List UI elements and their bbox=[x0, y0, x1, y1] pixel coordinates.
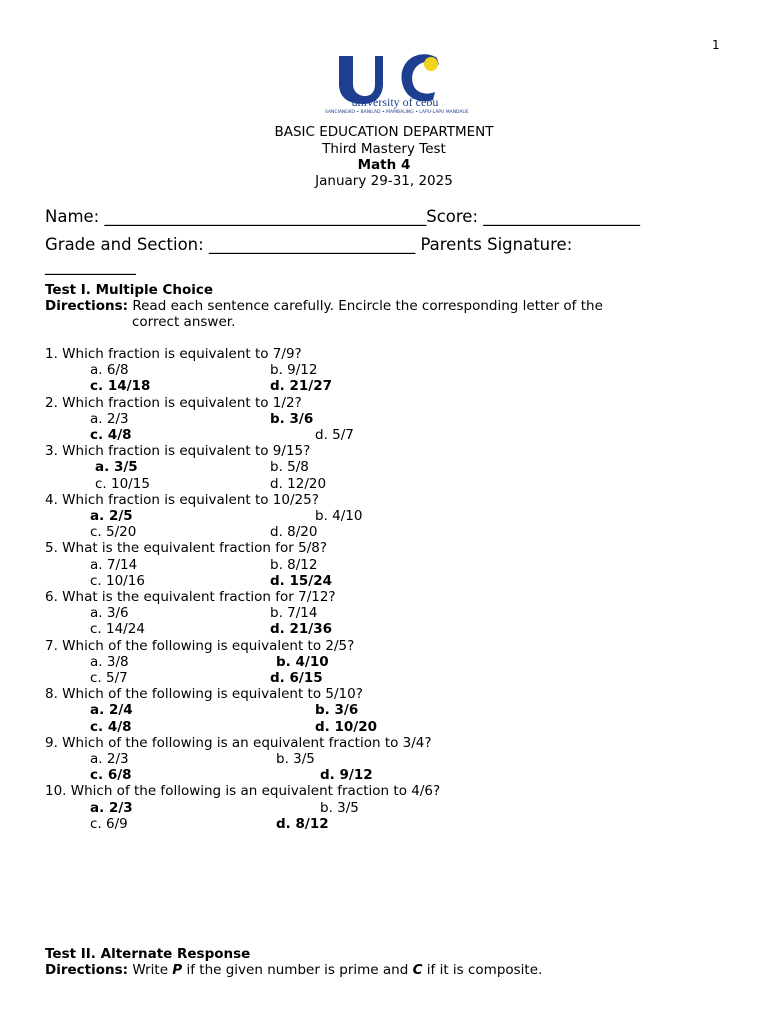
question-text: 7. Which of the following is equivalent to 2/5? bbox=[45, 637, 355, 654]
directions-text: if it is composite. bbox=[422, 962, 543, 978]
prime-letter: P bbox=[172, 962, 183, 978]
answer-option[interactable]: a. 3/5 bbox=[95, 459, 138, 476]
test1-directions bbox=[45, 298, 603, 314]
answer-option[interactable]: a. 6/8 bbox=[90, 362, 129, 379]
directions-label: Directions: bbox=[45, 962, 129, 978]
answer-option[interactable]: d. 15/24 bbox=[270, 572, 332, 589]
answer-option[interactable]: a. 2/3 bbox=[90, 751, 129, 767]
test1-directions-cont: correct answer. bbox=[132, 314, 236, 330]
answer-option[interactable]: a. 3/6 bbox=[90, 605, 129, 622]
answer-option[interactable]: d. 12/20 bbox=[270, 475, 327, 492]
composite-letter: C bbox=[412, 962, 423, 978]
logo-campuses: SANCIANGKO • BANILAD • MAMBALING • LAPU-LAPU MANDAUE bbox=[325, 110, 469, 115]
answer-option[interactable]: a. 7/14 bbox=[90, 556, 138, 573]
answer-option[interactable]: a. 2/5 bbox=[90, 508, 133, 524]
department-heading: BASIC EDUCATION DEPARTMENT bbox=[274, 124, 494, 140]
directions-text: if the given number is prime and bbox=[182, 962, 413, 978]
directions-text: Read each sentence carefully. Encircle the corresponding letter of the bbox=[128, 298, 603, 314]
answer-option[interactable]: b. 8/12 bbox=[270, 556, 318, 573]
test1-title: Test I. Multiple Choice bbox=[45, 282, 214, 298]
answer-option[interactable]: b. 3/5 bbox=[276, 751, 315, 767]
signature-line-cont: ___________ bbox=[45, 256, 136, 275]
answer-option[interactable]: d. 6/15 bbox=[270, 670, 323, 686]
answer-option[interactable]: c. 10/16 bbox=[90, 572, 145, 589]
answer-option[interactable]: a. 2/4 bbox=[90, 702, 133, 719]
answer-option[interactable]: c. 14/24 bbox=[90, 621, 145, 638]
answer-option[interactable]: c. 5/20 bbox=[90, 524, 137, 541]
answer-option[interactable]: d. 5/7 bbox=[315, 427, 354, 443]
answer-option[interactable]: b. 7/14 bbox=[270, 605, 318, 622]
page-number: 1 bbox=[712, 38, 720, 52]
question-text: 5. What is the equivalent fraction for 5/8? bbox=[45, 540, 327, 557]
answer-option[interactable]: b. 4/10 bbox=[315, 508, 363, 524]
answer-option[interactable]: c. 5/7 bbox=[90, 670, 128, 686]
directions-label: Directions: bbox=[45, 298, 129, 314]
name-score-line: Name: _______________________________________Score: ___________________ bbox=[45, 207, 640, 226]
grade-signature-line: Grade and Section: _________________________ Parents Signature: bbox=[45, 235, 573, 254]
question-text: 4. Which fraction is equivalent to 10/25? bbox=[45, 491, 319, 508]
answer-option[interactable]: d. 8/20 bbox=[270, 524, 318, 541]
answer-option[interactable]: b. 3/5 bbox=[320, 799, 359, 816]
answer-option[interactable]: b. 5/8 bbox=[270, 459, 309, 476]
test2-title: Test II. Alternate Response bbox=[45, 946, 251, 962]
question-text: 10. Which of the following is an equivalent fraction to 4/6? bbox=[45, 783, 441, 800]
answer-option[interactable]: d. 21/36 bbox=[270, 621, 332, 638]
logo-sun-icon bbox=[424, 57, 438, 71]
answer-option[interactable]: b. 3/6 bbox=[315, 702, 359, 719]
answer-option[interactable]: a. 2/3 bbox=[90, 410, 129, 427]
answer-option[interactable]: d. 8/12 bbox=[276, 815, 329, 832]
exam-dates: January 29-31, 2025 bbox=[315, 173, 453, 189]
question-text: 2. Which fraction is equivalent to 1/2? bbox=[45, 394, 302, 411]
answer-option[interactable]: b. 3/6 bbox=[270, 410, 314, 427]
directions-text: Write bbox=[128, 962, 173, 978]
answer-option[interactable]: d. 9/12 bbox=[320, 767, 373, 784]
answer-option[interactable]: c. 14/18 bbox=[90, 378, 151, 395]
question-text: 1. Which fraction is equivalent to 7/9? bbox=[45, 346, 302, 362]
question-text: 3. Which fraction is equivalent to 9/15? bbox=[45, 443, 311, 460]
logo-name: university of cebu bbox=[351, 95, 439, 109]
question-text: 9. Which of the following is an equivalent fraction to 3/4? bbox=[45, 734, 432, 751]
answer-option[interactable]: c. 4/8 bbox=[90, 427, 132, 443]
subject-title: Math 4 bbox=[357, 157, 411, 173]
test2-directions bbox=[45, 962, 542, 978]
answer-option[interactable]: c. 6/9 bbox=[90, 815, 128, 832]
question-text: 8. Which of the following is equivalent to 5/10? bbox=[45, 686, 363, 703]
answer-option[interactable]: c. 4/8 bbox=[90, 718, 132, 735]
answer-option[interactable]: c. 10/15 bbox=[95, 475, 150, 492]
exam-title: Third Mastery Test bbox=[322, 141, 446, 157]
answer-option[interactable]: a. 2/3 bbox=[90, 799, 133, 816]
answer-option[interactable]: d. 21/27 bbox=[270, 378, 332, 395]
answer-option[interactable]: d. 10/20 bbox=[315, 718, 377, 735]
answer-option[interactable]: b. 4/10 bbox=[276, 653, 329, 670]
answer-option[interactable]: c. 6/8 bbox=[90, 767, 132, 784]
answer-option[interactable]: b. 9/12 bbox=[270, 362, 318, 379]
answer-option[interactable]: a. 3/8 bbox=[90, 653, 129, 670]
question-text: 6. What is the equivalent fraction for 7/12? bbox=[45, 589, 336, 605]
